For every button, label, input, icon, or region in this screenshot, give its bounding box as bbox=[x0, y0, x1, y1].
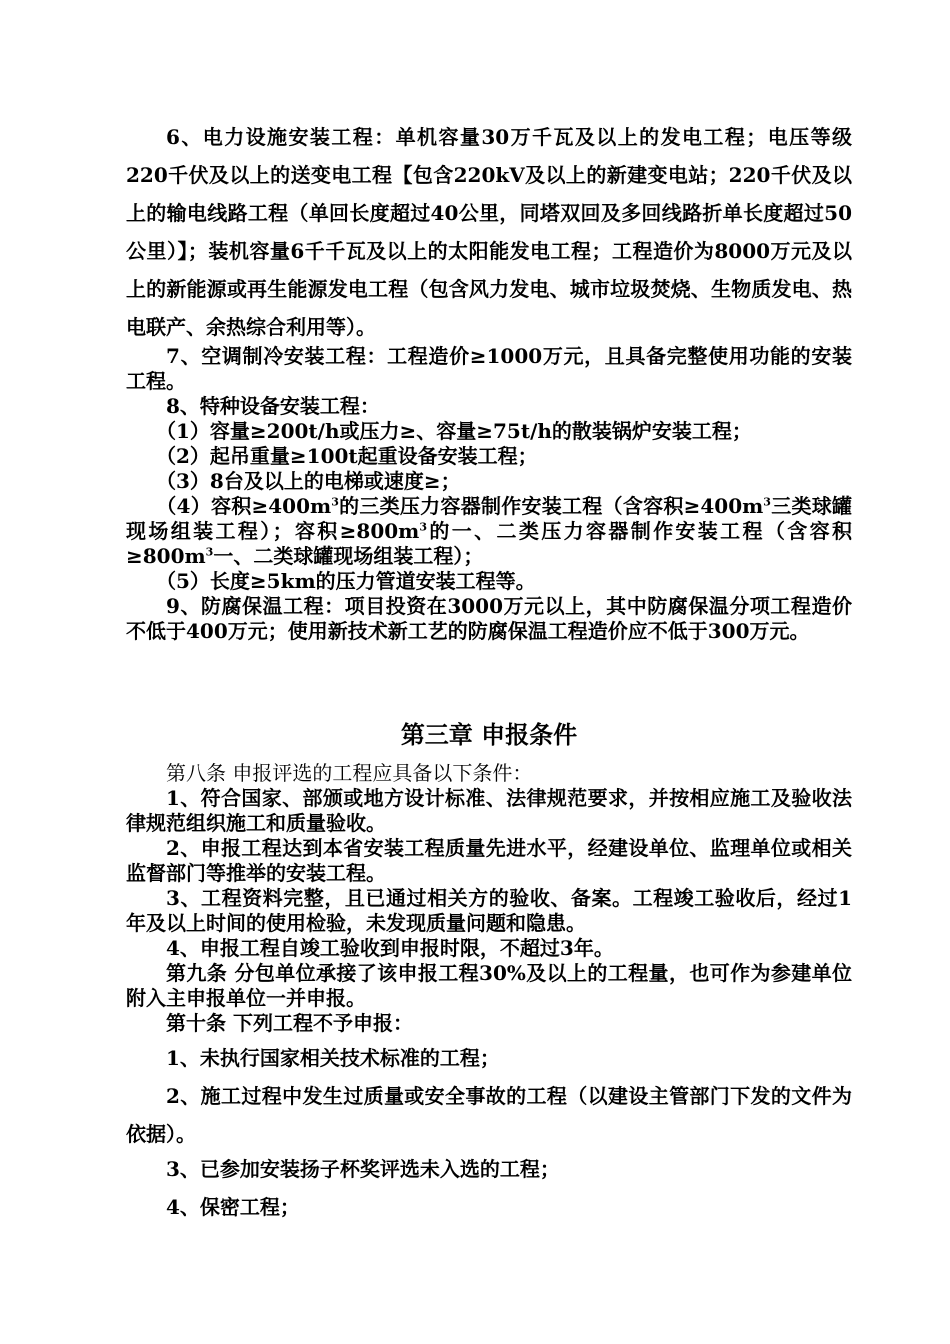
item-4-part-d: 的一、二类压力容器制作安装工程（含容积≥800m bbox=[126, 519, 853, 568]
article-8-item-2: 2、申报工程达到本省安装工程质量先进水平，经建设单位、监理单位或相关监督部门等推举的安装工程。 bbox=[126, 836, 852, 885]
article-10-item-2: 2、施工过程中发生过质量或安全事故的工程（以建设主管部门下发的文件为依据）。 bbox=[126, 1084, 852, 1146]
paragraph-6: 6、电力设施安装工程：单机容量30万千瓦及以上的发电工程；电压等级 220千伏及以上的送变电工程【包含220kV及以上的新建变电站；220千伏及以上的输电线路工程（单回长度超过40公里，同塔双回及多回线路折单长度超过50公里）】；装机容量6千千瓦及以上的太阳能发电工程；工程造价为8000万元及以上的新能源或再生能源发电工程（包含风力发电、城市垃圾焚烧、生物质发电、热电联产、余热综合利用等）。 bbox=[126, 125, 872, 339]
superscript-3: 3 bbox=[205, 545, 214, 559]
item-4-part-e: 一、二类球罐现场组装工程）； bbox=[213, 544, 484, 568]
article-8-item-3: 3、工程资料完整，且已通过相关方的验收、备案。工程竣工验收后，经过1年及以上时间的使用检验，未发现质量问题和隐患。 bbox=[126, 886, 852, 935]
article-10-item-3: 3、已参加安装扬子杯奖评选未入选的工程； bbox=[166, 1157, 560, 1181]
paragraph-8-item-3: （3）8台及以上的电梯或速度≥； bbox=[156, 469, 461, 493]
article-9: 第九条 分包单位承接了该申报工程30%及以上的工程量，也可作为参建单位附入主申报单位一并申报。 bbox=[126, 961, 852, 1010]
article-10: 第十条 下列工程不予申报： bbox=[166, 1011, 413, 1035]
article-8-item-4: 4、申报工程自竣工验收到申报时限，不超过3年。 bbox=[166, 936, 614, 960]
article-10-item-1: 1、未执行国家相关技术标准的工程； bbox=[166, 1046, 500, 1070]
paragraph-8-item-5: （5）长度≥5km的压力管道安装工程等。 bbox=[156, 569, 536, 593]
item-4-part-b: 的三类压力容器制作安装工程（含容积≥400m bbox=[338, 494, 764, 518]
article-8-item-1: 1、符合国家、部颁或地方设计标准、法律规范要求，并按相应施工及验收法律规范组织施工和质量验收。 bbox=[126, 786, 852, 835]
superscript-3: 3 bbox=[419, 520, 428, 534]
superscript-3: 3 bbox=[331, 495, 339, 509]
item-4-part-a: （4）容积≥400m bbox=[156, 494, 332, 518]
article-8: 第八条 申报评选的工程应具备以下条件： bbox=[166, 761, 533, 785]
chapter-title: 第三章 申报条件 bbox=[400, 720, 578, 749]
item-4-part-c: 三类球罐现场组装工程）；容积≥800m bbox=[126, 494, 853, 543]
superscript-3: 3 bbox=[763, 495, 771, 509]
paragraph-9: 9、防腐保温工程：项目投资在3000万元以上，其中防腐保温分项工程造价不低于400万元；使用新技术新工艺的防腐保温工程造价应不低于300万元。 bbox=[126, 594, 852, 643]
article-10-item-4: 4、保密工程； bbox=[166, 1195, 300, 1219]
paragraph-8-item-1: （1）容量≥200t/h或压力≥、容量≥75t/h的散装锅炉安装工程； bbox=[156, 419, 752, 443]
paragraph-8: 8、特种设备安装工程： bbox=[166, 394, 380, 418]
paragraph-8-item-4 bbox=[126, 494, 852, 569]
paragraph-7: 7、空调制冷安装工程：工程造价≥1000万元，且具备完整使用功能的安装工程。 bbox=[126, 344, 852, 393]
paragraph-8-item-2: （2）起吊重量≥100t起重设备安装工程； bbox=[156, 444, 538, 468]
